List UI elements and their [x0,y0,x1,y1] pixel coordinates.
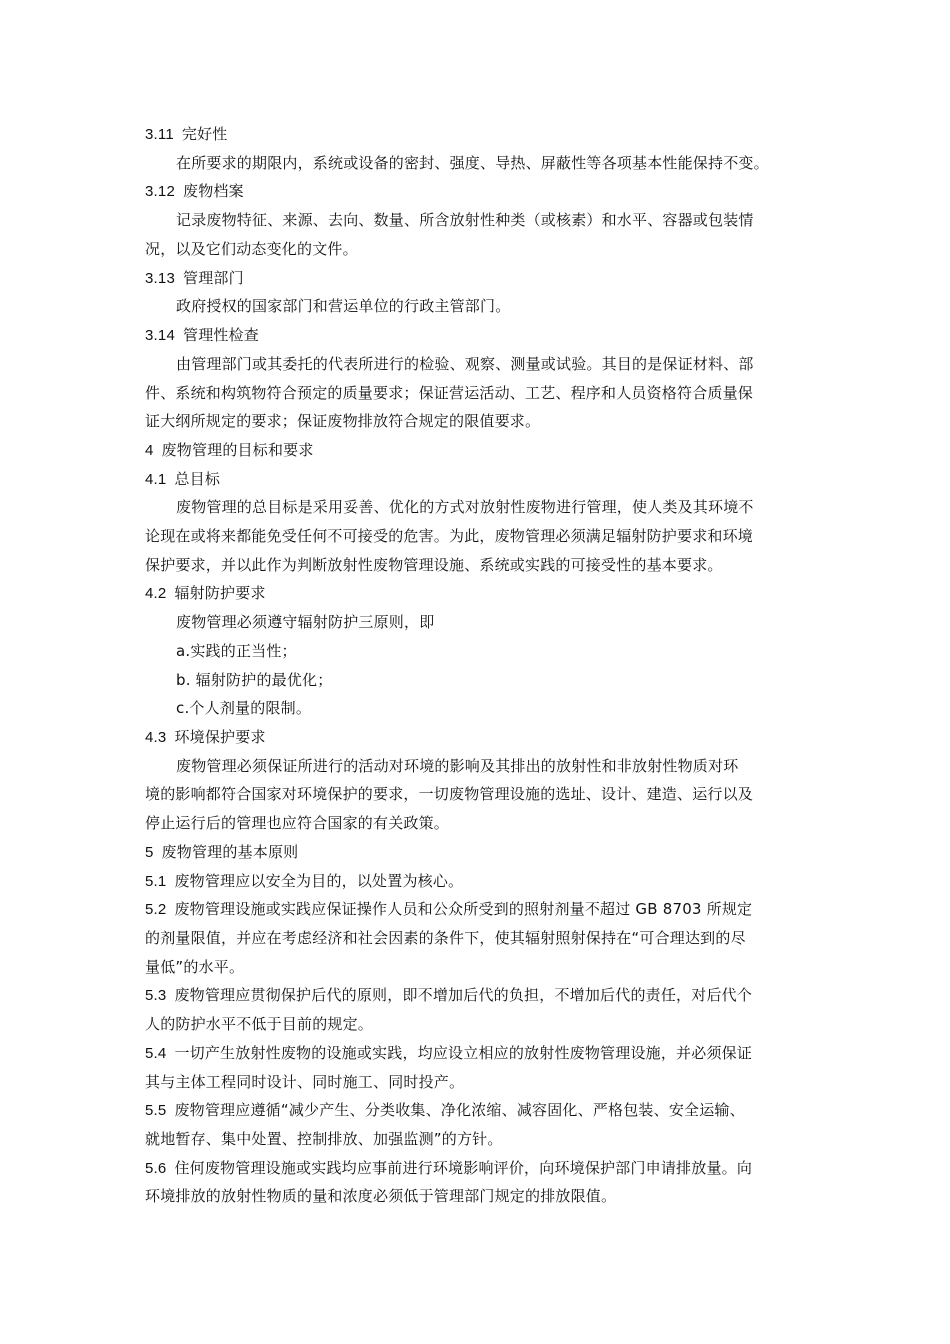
paragraph-line: 由管理部门或其委托的代表所进行的检验、观察、测量或试验。其目的是保证材料、部 [176,355,754,373]
clause-line: 5.2 废物管理设施或实践应保证操作人员和公众所受到的照射剂量不超过 GB 8703 所规定 [145,900,753,918]
paragraph-line: 环境排放的放射性物质的量和浓度必须低于管理部门规定的排放限值。 [145,1187,617,1205]
clause-line: 5.5 废物管理应遵循“减少产生、分类收集、净化浓缩、减容固化、严格包装、安全运输、 [145,1101,745,1119]
section-heading: 3.11 完好性 [145,125,228,143]
section-heading: 4.1 总目标 [145,470,221,488]
clause-line: 5.4 一切产生放射性废物的设施或实践，均应设立相应的放射性废物管理设施，并必须保证 [145,1044,753,1062]
list-item: c.个人剂量的限制。 [176,699,312,717]
clause-line: 5.1 废物管理应以安全为目的，以处置为核心。 [145,872,464,890]
list-item: b. 辐射防护的最优化； [176,671,333,689]
paragraph-line: 就地暂存、集中处置、控制排放、加强监测”的方针。 [145,1130,503,1148]
section-heading: 5 废物管理的基本原则 [145,843,299,861]
section-heading: 4 废物管理的目标和要求 [145,441,314,459]
paragraph-line: 废物管理必须保证所进行的活动对环境的影响及其排出的放射性和非放射性物质对环 [176,757,739,775]
paragraph-line: 政府授权的国家部门和营运单位的行政主管部门。 [176,297,511,315]
section-heading: 4.2 辐射防护要求 [145,584,266,602]
paragraph-line: 量低”的水平。 [145,958,245,976]
paragraph-line: 在所要求的期限内，系统或设备的密封、强度、导热、屏蔽性等各项基本性能保持不变。 [176,154,769,172]
paragraph-line: 论现在或将来都能免受任何不可接受的危害。为此，废物管理必须满足辐射防护要求和环境 [145,527,754,545]
paragraph-line: 证大纲所规定的要求；保证废物排放符合规定的限值要求。 [145,412,541,430]
paragraph-line: 况，以及它们动态变化的文件。 [145,240,358,258]
paragraph-line: 件、系统和构筑物符合预定的质量要求；保证营运活动、工艺、程序和人员资格符合质量保 [145,384,754,402]
section-heading: 4.3 环境保护要求 [145,728,266,746]
clause-line: 5.3 废物管理应贯彻保护后代的原则，即不增加后代的负担，不增加后代的责任，对后代个 [145,986,753,1004]
list-item: a.实践的正当性； [176,642,297,660]
paragraph-line: 保护要求，并以此作为判断放射性废物管理设施、系统或实践的可接受性的基本要求。 [145,556,723,574]
section-heading: 3.12 废物档案 [145,182,244,200]
paragraph-line: 境的影响都符合国家对环境保护的要求，一切废物管理设施的选址、设计、建造、运行以及 [145,785,754,803]
paragraph-line: 人的防护水平不低于目前的规定。 [145,1015,374,1033]
paragraph-line: 的剂量限值，并应在考虑经济和社会因素的条件下，使其辐射照射保持在“可合理达到的尽 [145,929,746,947]
section-heading: 3.13 管理部门 [145,269,244,287]
paragraph-line: 停止运行后的管理也应符合国家的有关政策。 [145,814,450,832]
paragraph-line: 其与主体工程同时设计、同时施工、同时投产。 [145,1073,465,1091]
clause-line: 5.6 住何废物管理设施或实践均应事前进行环境影响评价，向环境保护部门申请排放量。向 [145,1159,753,1177]
section-heading: 3.14 管理性检查 [145,326,260,344]
paragraph-line: 废物管理必须遵守辐射防护三原则，即 [176,613,435,631]
paragraph-line: 废物管理的总目标是采用妥善、优化的方式对放射性废物进行管理，使人类及其环境不 [176,498,754,516]
paragraph-line: 记录废物特征、来源、去向、数量、所含放射性种类（或核素）和水平、容器或包装情 [176,211,754,229]
